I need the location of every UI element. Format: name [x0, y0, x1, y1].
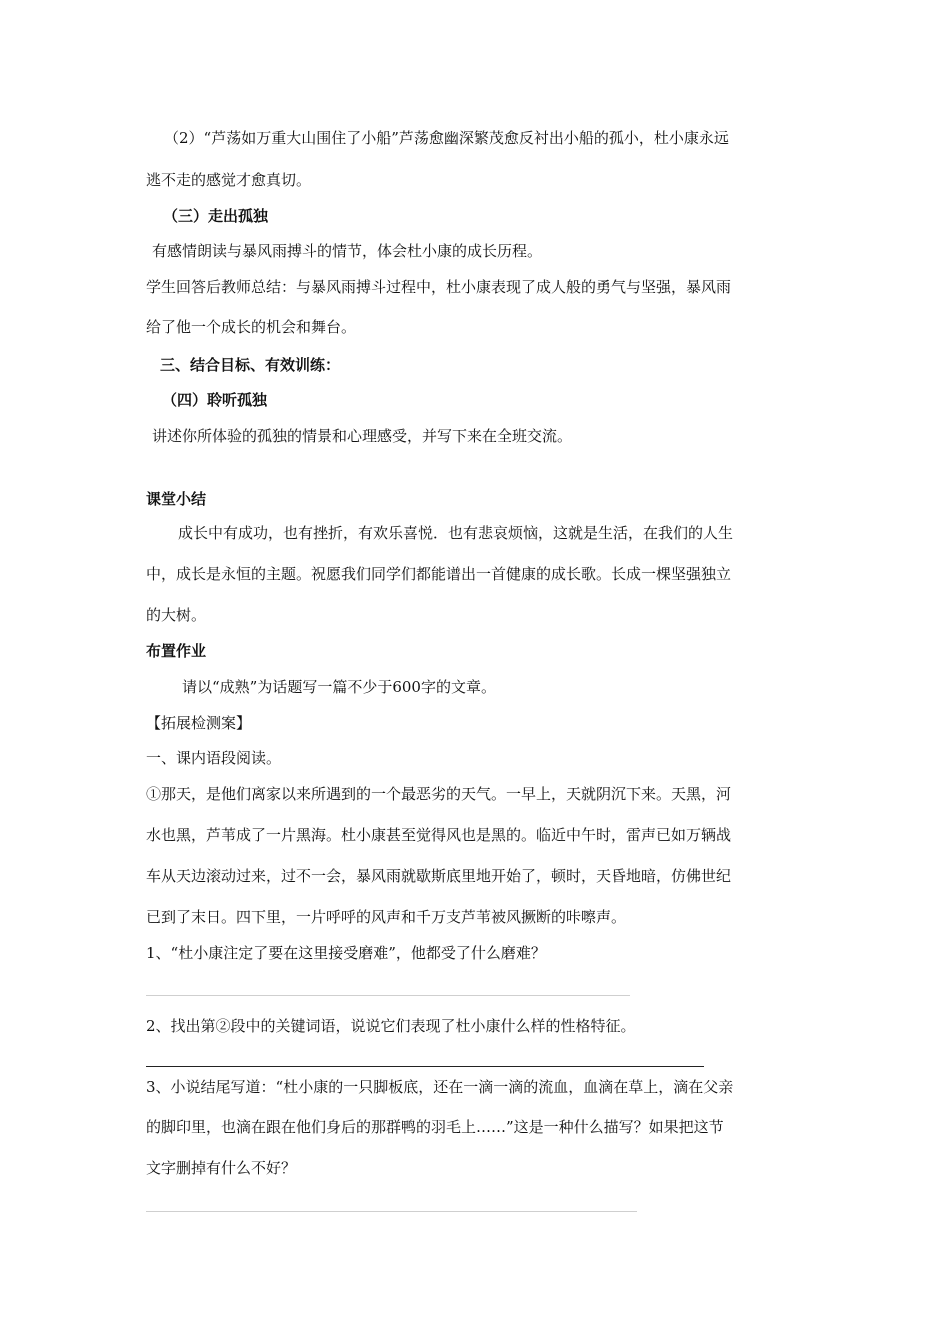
text-line: （2）“芦荡如万重大山围住了小船”芦荡愈幽深繁茂愈反衬出小船的孤小，杜小康永远 [164, 129, 729, 147]
section-heading: （三）走出孤独 [163, 207, 269, 225]
text-line: 水也黑，芦苇成了一片黑海。杜小康甚至觉得风也是黑的。临近中午时，雷声已如万辆战 [146, 826, 732, 844]
text-line: 学生回答后教师总结：与暴风雨搏斗过程中，杜小康表现了成人般的勇气与坚强，暴风雨 [146, 278, 732, 296]
question-2: 2、找出第②段中的关键词语，说说它们表现了杜小康什么样的性格特征。 [146, 1017, 636, 1035]
text-line: 中，成长是永恒的主题。祝愿我们同学们都能谱出一首健康的成长歌。长成一棵坚强独立 [146, 565, 732, 583]
answer-line [146, 995, 630, 996]
section-heading: 布置作业 [146, 642, 207, 660]
text-line: 的脚印里，也滴在跟在他们身后的那群鸭的羽毛上……”这是一种什么描写？如果把这节 [146, 1118, 724, 1136]
section-heading: （四）聆听孤独 [162, 391, 268, 409]
text-line: 文字删掉有什么不好？ [146, 1159, 297, 1177]
answer-line [146, 1066, 704, 1067]
answer-line [146, 1211, 637, 1212]
text-line: 有感情朗读与暴风雨搏斗的情节，体会杜小康的成长历程。 [152, 242, 543, 260]
text-line: 一、课内语段阅读。 [146, 749, 282, 767]
text-line: 逃不走的感觉才愈真切。 [146, 171, 312, 189]
question-3: 3、小说结尾写道：“杜小康的一只脚板底，还在一滴一滴的流血，血滴在草上，滴在父亲 [146, 1078, 734, 1096]
text-line: 请以“成熟”为话题写一篇不少于600字的文章。 [182, 678, 496, 696]
text-line: 的大树。 [146, 606, 207, 624]
text-line: 车从天边滚动过来，过不一会，暴风雨就歇斯底里地开始了，顿时，天昏地暗，仿佛世纪 [146, 867, 732, 885]
text-line: 讲述你所体验的孤独的情景和心理感受，并写下来在全班交流。 [152, 427, 573, 445]
text-line: ①那天，是他们离家以来所遇到的一个最恶劣的天气。一早上，天就阴沉下来。天黑，河 [146, 785, 732, 803]
text-line: 已到了末日。四下里，一片呼呼的风声和千万支芦苇被风撅断的咔嚓声。 [146, 908, 627, 926]
text-line: 【拓展检测案】 [146, 714, 252, 732]
text-line: 成长中有成功，也有挫折，有欢乐喜悦．也有悲哀烦恼，这就是生活，在我们的人生 [178, 524, 734, 542]
section-heading: 三、结合目标、有效训练： [160, 356, 341, 374]
section-heading: 课堂小结 [146, 490, 207, 508]
text-line: 给了他一个成长的机会和舞台。 [146, 318, 357, 336]
question-1: 1、“杜小康注定了要在这里接受磨难”，他都受了什么磨难？ [146, 944, 546, 962]
